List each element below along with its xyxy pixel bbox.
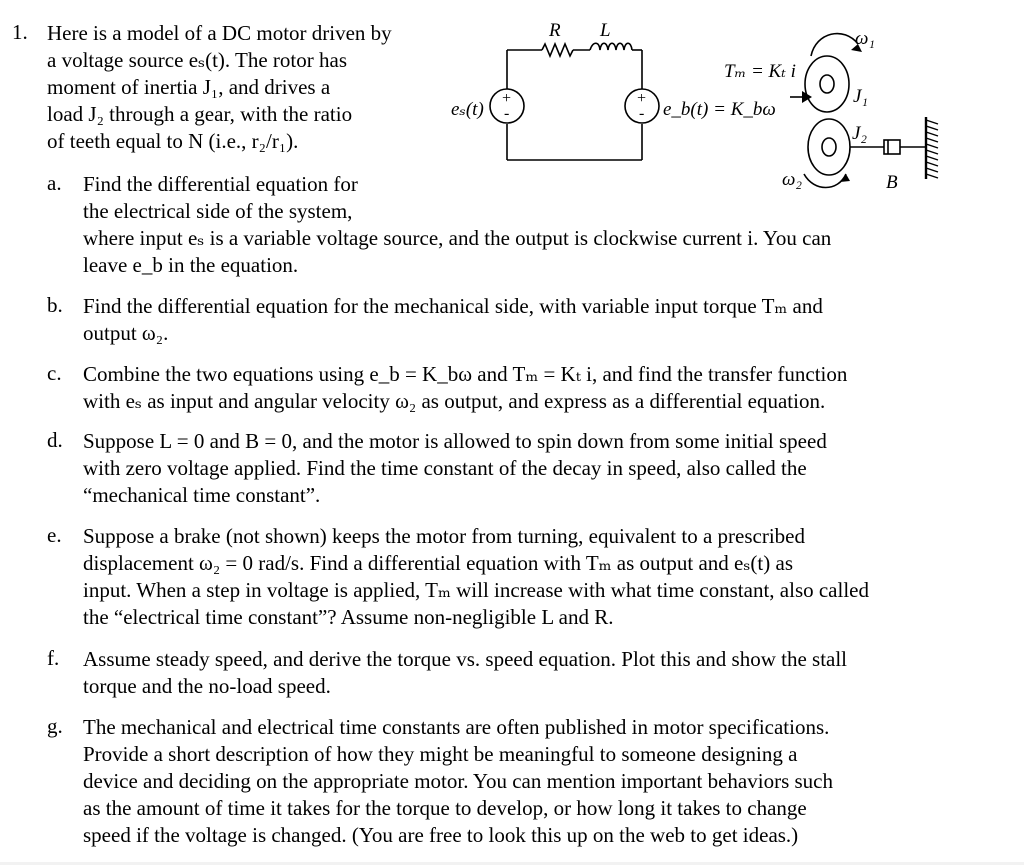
part-c-letter: c. [47, 361, 62, 385]
part-g-line-4: as the amount of time it takes for the torque to develop, or how long it takes to change [83, 796, 807, 820]
part-g-text [83, 714, 963, 849]
backemf-equation-label: e_b(t) = K_bω [663, 99, 776, 120]
part-e-line-1: Suppose a brake (not shown) keeps the motor from turning, equivalent to a prescribed [83, 524, 805, 548]
j1-label: J₁ [853, 86, 869, 107]
part-e-text [83, 523, 963, 631]
omega1-label: ω₁ [855, 28, 876, 49]
inductor-label: L [600, 20, 611, 41]
part-f-letter: f. [47, 646, 60, 670]
part-c-line-2: with eₛ as input and angular velocity ω₂ as output, and express as a differential equation. [83, 389, 826, 413]
part-g-line-3: device and deciding on the appropriate motor. You can mention important behaviors such [83, 769, 833, 793]
source-plus-sign: + [501, 90, 512, 107]
part-a-line-2: the electrical side of the system, [83, 199, 353, 223]
part-f-line-2: torque and the no-load speed. [83, 674, 331, 698]
intro-line-5: of teeth equal to N (i.e., r₂/r₁). [47, 129, 299, 153]
part-a-line-4: leave e_b in the equation. [83, 253, 299, 277]
intro-line-3: moment of inertia J₁, and drives a [47, 75, 331, 99]
backemf-plus-sign: + [636, 90, 647, 107]
j2-label: J₂ [852, 123, 868, 144]
part-g-letter: g. [47, 714, 63, 738]
part-b-line-1: Find the differential equation for the mechanical side, with variable input torque Tₘ and [83, 294, 823, 318]
part-c-line-1: Combine the two equations using e_b = K_bω and Tₘ = Kₜ i, and find the transfer function [83, 362, 848, 386]
intro-line-2: a voltage source eₛ(t). The rotor has [47, 48, 347, 72]
source-voltage-label: eₛ(t) [451, 99, 484, 120]
part-g-line-5: speed if the voltage is changed. (You are free to look this up on the web to get ideas.) [83, 823, 799, 847]
intro-line-4: load J₂ through a gear, with the ratio [47, 102, 353, 126]
damper-label: B [886, 172, 898, 193]
part-g-line-1: The mechanical and electrical time constants are often published in motor specifications. [83, 715, 830, 739]
part-d-letter: d. [47, 428, 63, 452]
intro-text [47, 20, 417, 155]
part-c-text [83, 361, 963, 415]
part-a-letter: a. [47, 171, 62, 195]
part-d-line-1: Suppose L = 0 and B = 0, and the motor is allowed to spin down from some initial speed [83, 429, 827, 453]
source-minus-sign: - [504, 105, 510, 122]
part-e-line-4: the “electrical time constant”? Assume non-negligible L and R. [83, 605, 614, 629]
resistor-label: R [549, 20, 561, 41]
part-d-line-3: “mechanical time constant”. [83, 483, 321, 507]
part-g-line-2: Provide a short description of how they might be meaningful to someone designing a [83, 742, 798, 766]
part-e-line-3: input. When a step in voltage is applied, Tₘ will increase with what time constant, also called [83, 578, 869, 602]
torque-equation-label: Tₘ = Kₜ i [724, 61, 796, 82]
part-f-line-1: Assume steady speed, and derive the torque vs. speed equation. Plot this and show the stall [83, 647, 848, 671]
part-d-text [83, 428, 963, 509]
intro-line-1: Here is a model of a DC motor driven by [47, 21, 392, 45]
part-a-line-3: where input eₛ is a variable voltage source, and the output is clockwise current i. You can [83, 226, 832, 250]
part-e-letter: e. [47, 523, 62, 547]
part-b-text [83, 293, 963, 347]
part-f-text [83, 646, 963, 700]
part-b-line-2: output ω₂. [83, 321, 169, 345]
part-d-line-2: with zero voltage applied. Find the time constant of the decay in speed, also called the [83, 456, 807, 480]
part-e-line-2: displacement ω₂ = 0 rad/s. Find a differential equation with Tₘ as output and eₛ(t) as [83, 551, 794, 575]
part-a-line-1: Find the differential equation for [83, 172, 358, 196]
question-number: 1. [12, 20, 28, 44]
part-b-letter: b. [47, 293, 63, 317]
part-a-text [83, 171, 963, 279]
backemf-minus-sign: - [639, 105, 645, 122]
omega2-label: ω₂ [782, 169, 803, 190]
